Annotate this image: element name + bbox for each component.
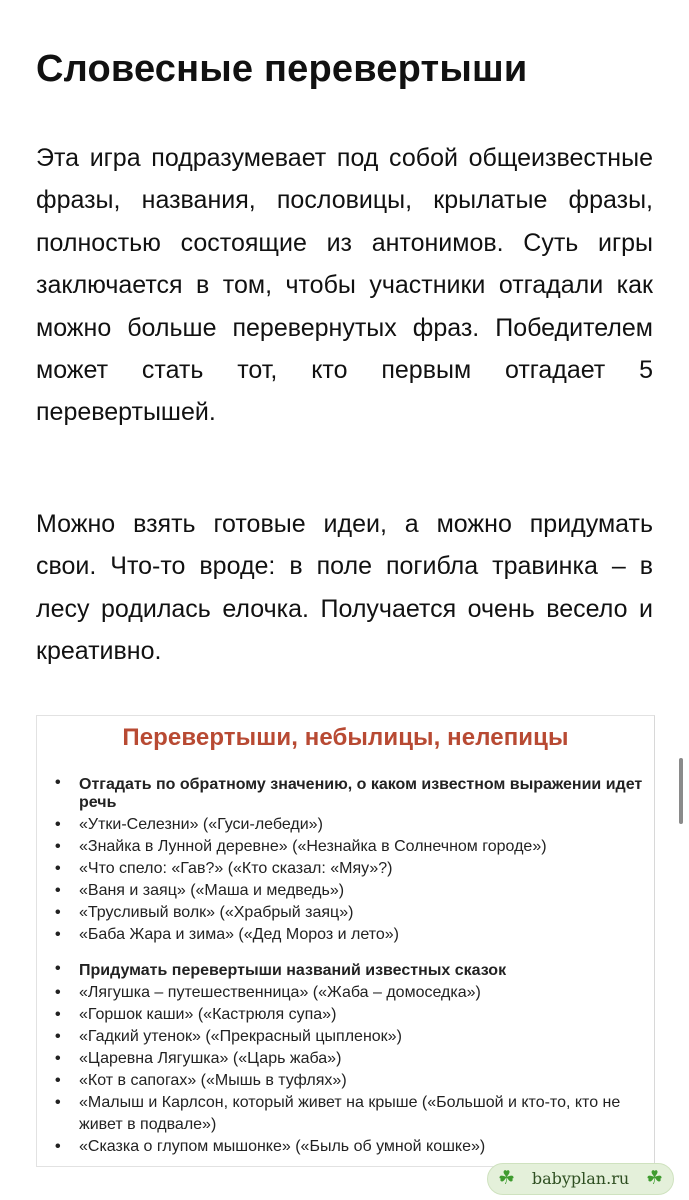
list-item: • «Царевна Лягушка» («Царь жаба») [55,1048,644,1070]
list-item: • «Малыш и Карлсон, который живет на крыше («Большой и кто-то, кто не живет в подвале») [55,1092,644,1136]
list-item: • «Сказка о глупом мышонке» («Быль об умной кошке») [55,1136,644,1158]
image-list [55,774,644,1158]
list-item: • «Кот в сапогах» («Мышь в туфлях») [55,1070,644,1092]
article-paragraph: Эта игра подразумевает под собой общеизвестные фразы, названия, пословицы, крылатые фразы, полностью состоящие из антонимов. Суть игры заключается в том, чтобы участники отгадали как можно больше перевернутых фраз. Победителем может стать тот, кто первым отгадает 5 перевертышей. [36,144,653,427]
list-heading: • Отгадать по обратному значению, о каком известном выражении идет речь [55,774,644,814]
clover-icon: ☘ [645,1168,663,1189]
list-item: • «Баба Жара и зима» («Дед Мороз и лето») [55,924,644,946]
scrollbar[interactable] [679,758,683,824]
list-item: • «Лягушка – путешественница» («Жаба – домоседка») [55,982,644,1004]
list-item: • «Что спело: «Гав?» («Кто сказал: «Мяу»?) [55,858,644,880]
watermark-badge [487,1163,674,1195]
list-item: • «Трусливый волк» («Храбрый заяц») [55,902,644,924]
list-item: • «Ваня и заяц» («Маша и медведь») [55,880,644,902]
list-heading: • Придумать перевертыши названий известных сказок [55,960,644,982]
list-item: • «Горшок каши» («Кастрюля супа») [55,1004,644,1026]
list-item: • «Утки-Селезни» («Гуси-лебеди») [55,814,644,836]
clover-icon: ☘ [498,1168,516,1189]
watermark-text: babyplan.ru [531,1169,630,1188]
list-item: • «Гадкий утенок» («Прекрасный цыпленок») [55,1026,644,1048]
image-title: Перевертыши, небылицы, нелепицы [122,724,569,751]
list-item: • «Знайка в Лунной деревне» («Незнайка в Солнечном городе») [55,836,644,858]
article-title: Словесные перевертыши [36,48,528,90]
article-image[interactable] [36,715,655,1167]
article-paragraph: Можно взять готовые идеи, а можно придумать свои. Что-то вроде: в поле погибла травинка – в лесу родилась елочка. Получается очень весело и креативно. [36,510,653,666]
